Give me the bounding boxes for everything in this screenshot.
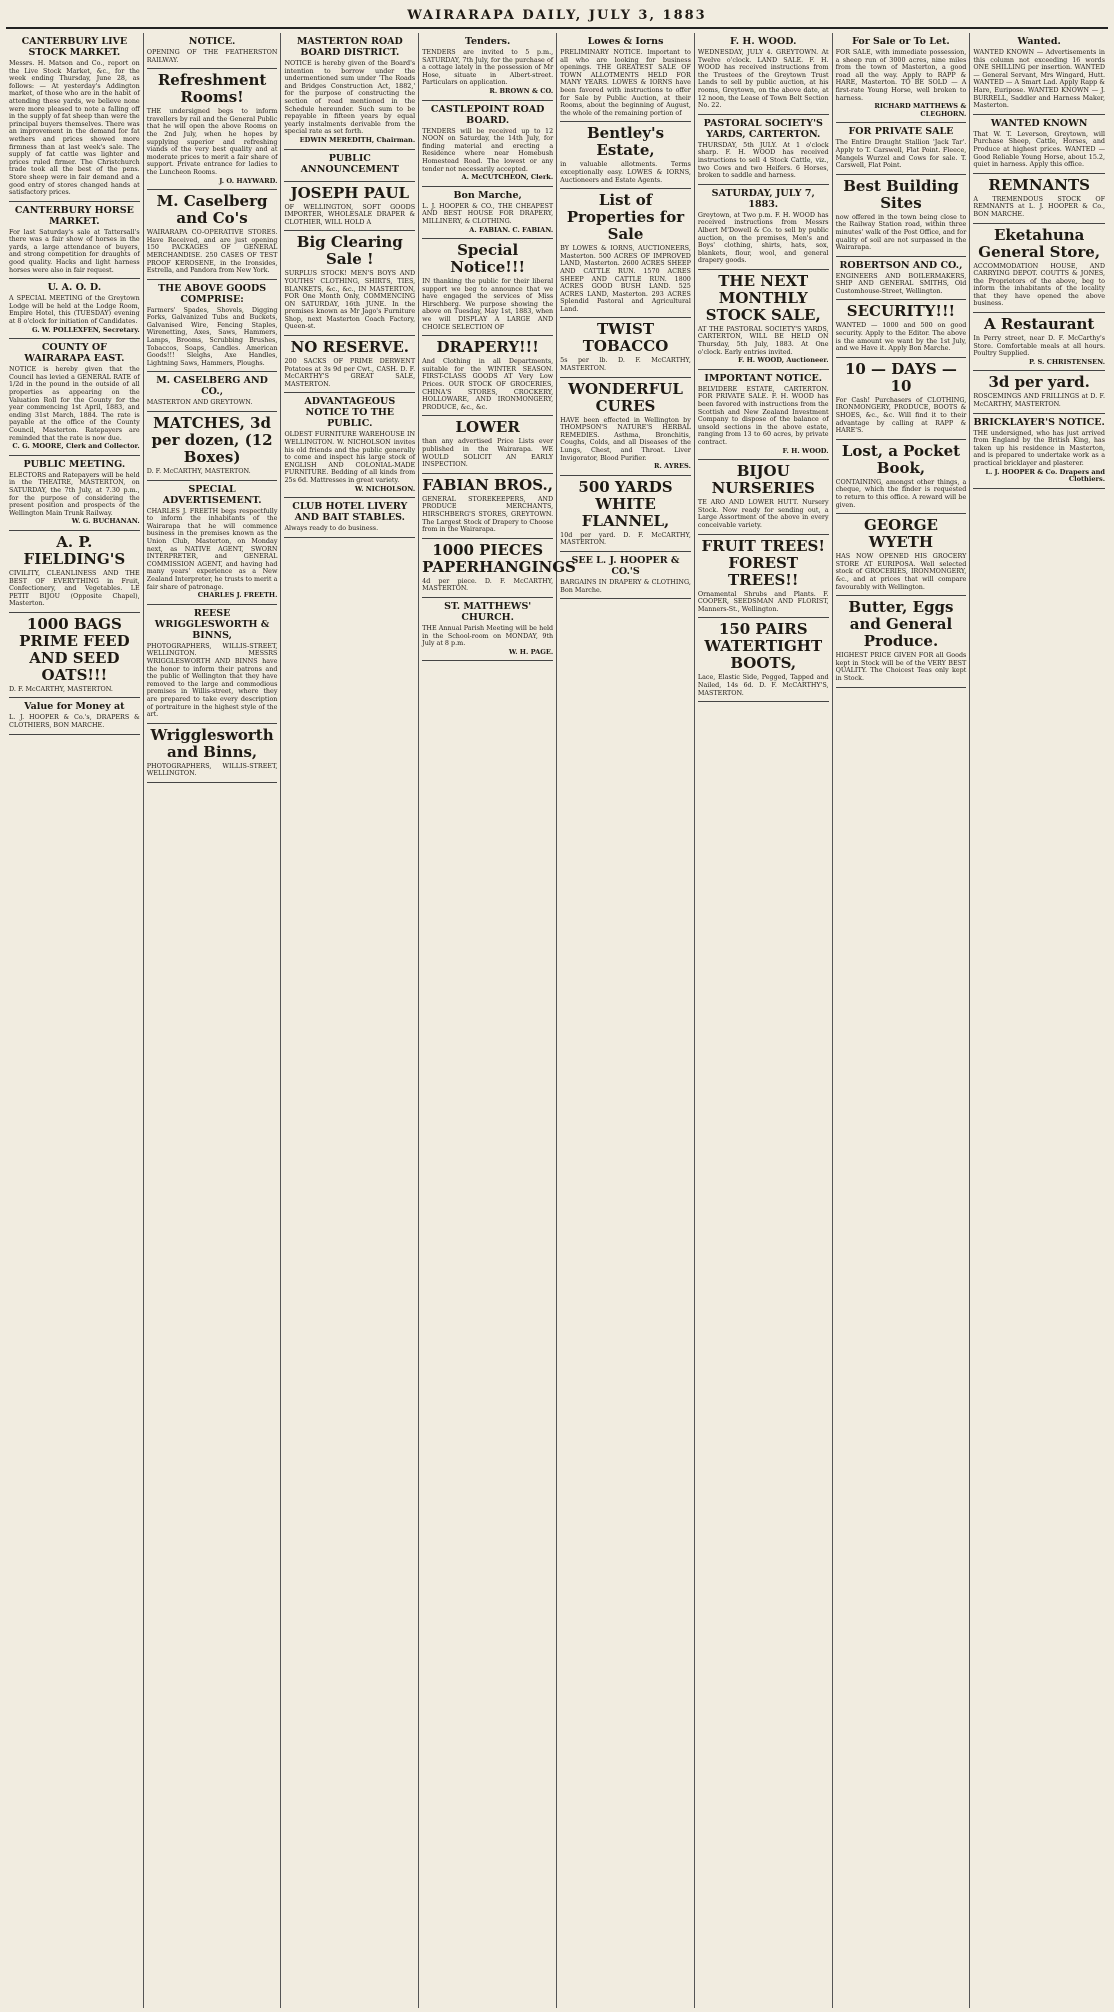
- advertisement: [560, 378, 691, 476]
- ad-headline: SECURITY!!!: [846, 302, 956, 321]
- advertisement: [284, 33, 415, 150]
- ad-headline: 150 PAIRS WATERTIGHT BOOTS,: [704, 620, 823, 673]
- advertisement: [147, 724, 278, 783]
- ad-body-text: Always ready to do business.: [284, 524, 379, 533]
- advertisement: [973, 174, 1105, 224]
- ad-body-text: D. F. McCARTHY, MASTERTON.: [9, 684, 113, 693]
- ad-body-text: WEDNESDAY, JULY 4. GREYTOWN. At Twelve o'clock. LAND SALE. F. H. WOOD has received instructions from the Trustees of the Greytown Trust Lands to sell by public auction, at his rooms, Greytown, on the above date, at 12 noon, the Lease of Town Belt Section No. 22.: [697, 48, 829, 110]
- ad-headline: ROBERTSON AND CO.,: [839, 259, 963, 271]
- ad-headline: CANTERBURY LIVE STOCK MARKET.: [21, 36, 128, 58]
- ad-headline: PASTORAL SOCIETY'S YARDS, CARTERTON.: [703, 117, 823, 140]
- ad-body-text: NOTICE is hereby given that the Council has levied a GENERAL RATE of 1/2d in the pound in the outside of all properties as appearing on the Valuation Roll for the County for the year commencing 1st April, 1883, and ending 31st March, 1884. The rate is payable at the office of the County Council, Masterton. Ratepayers are reminded that the rate is now due.: [9, 365, 140, 442]
- ad-headline: DRAPERY!!!: [436, 338, 539, 357]
- ad-headline: FABIAN BROS.,: [422, 475, 553, 494]
- advertisement: [284, 498, 415, 538]
- ad-body-text: OLDEST FURNITURE WAREHOUSE IN WELLINGTON. W. NICHOLSON invites his old friends and the public generally to come and inspect his large stock of ENGLISH AND COLONIAL-MADE FURNITURE. Bedding of all kinds from 25s 6d. Mattresses in great variety.: [284, 430, 416, 484]
- ad-signature: W. NICHOLSON.: [354, 484, 416, 493]
- advertisement: [147, 33, 278, 69]
- advertisement: [973, 224, 1105, 314]
- ad-body-text: THE undersigned, who has just arrived from England by the British King, has taken up his residence in Masterton, and is prepared to undertake work as a practical bricklayer and plasterer.: [973, 428, 1106, 467]
- ad-headline: 10 — DAYS — 10: [844, 359, 957, 395]
- column-6: [695, 33, 833, 2008]
- advertisement: [973, 414, 1105, 489]
- advertisement: [836, 596, 967, 687]
- ad-body-text: TE ARO AND LOWER HUTT. Nursery Stock. Now ready for sending out, a Large Assortment of the above in every conceivable variety.: [697, 498, 829, 529]
- advertisement: [560, 318, 691, 377]
- ad-body-text: PHOTOGRAPHERS, WILLIS-STREET, WELLINGTON. MESSRS WRIGGLESWORTH AND BINNS have the honor to inform their patrons and the public of Wellington that they have removed to the large and commodious premises in Willis-street, where they are prepared to take every description of portraiture in the highest style of the art.: [146, 641, 278, 719]
- advertisement: [560, 122, 691, 189]
- advertisement: [147, 605, 278, 724]
- ad-body-text: 5s per lb. D. F. McCARTHY, MASTERTON.: [560, 356, 691, 373]
- ad-headline: FOR PRIVATE SALE: [848, 126, 954, 138]
- ad-headline: THE ABOVE GOODS COMPRISE:: [158, 282, 267, 305]
- ad-headline: SPECIAL ADVERTISEMENT.: [162, 483, 262, 506]
- advertisement: [560, 189, 691, 318]
- ad-headline: ST. MATTHEWS' CHURCH.: [444, 600, 532, 623]
- advertisement: [836, 257, 967, 301]
- ad-signature: L. J. HOOPER & Co. Drapers and Clothiers.: [985, 467, 1106, 484]
- ad-signature: F. H. WOOD.: [782, 446, 829, 455]
- ad-headline: Wanted.: [1017, 36, 1061, 47]
- ad-body-text: BARGAINS IN DRAPERY & CLOTHING, Bon Marche.: [560, 578, 691, 594]
- advertisement: [973, 313, 1105, 371]
- ad-headline: CLUB HOTEL LIVERY AND BAIT STABLES.: [292, 501, 408, 524]
- ad-headline: A. P. FIELDING'S: [23, 532, 126, 568]
- advertisement: [973, 33, 1105, 115]
- ad-headline: ADVANTAGEOUS NOTICE TO THE PUBLIC.: [304, 396, 396, 430]
- ad-headline: Lost, a Pocket Book,: [841, 441, 961, 477]
- column-7: [833, 33, 971, 2008]
- ad-body-text: WAIRARAPA CO-OPERATIVE STORES. Have Received, and are just opening 150 PACKAGES OF GENERAL MERCHANDISE. 250 CASES OF TEST PROOF KEROSENE, in the Ironsides, Estrella, and Pandora from New York.: [146, 228, 278, 275]
- ad-body-text: CHARLES J. FREETH begs respectfully to inform the inhabitants of the Wairarapa that he will commence business in the premises known as the Union Club, Masterton, on Monday next, as NATIVE AGENT, SWORN INTERPRETER, and GENERAL COMMISSION AGENT, and having had many years' experience as a New Zealand Interpreter, he trusts to merit a fair share of patronage.: [146, 506, 278, 591]
- advertisement: [147, 280, 278, 373]
- ad-body-text: ENGINEERS AND BOILERMAKERS, SHIP AND GENERAL SMITHS, Old Customhouse-Street, Wellington.: [835, 271, 967, 295]
- ad-headline: CANTERBURY HORSE MARKET.: [14, 204, 134, 227]
- ad-body-text: THURSDAY, 5th JULY. At 1 o'clock sharp. F. H. WOOD has received instructions to sell 4 Stock Cattle, viz., two Cows and two Heifers. 6 Horses, broken to saddle and harness.: [697, 140, 829, 180]
- advertisement: [284, 182, 415, 232]
- advertisement: [9, 33, 140, 202]
- ad-body-text: TENDERS will be received up to 12 NOON on Saturday, the 14th July, for finding material and erecting a Residence where near Homebush Homestead Road. The lowest or any tender not necessarily accepted.: [422, 126, 554, 173]
- column-3: [281, 33, 419, 2008]
- advertisement: [836, 300, 967, 357]
- advertisement: [973, 371, 1105, 413]
- ad-headline: REMNANTS: [988, 175, 1090, 194]
- ad-body-text: SURPLUS STOCK! MEN'S BOYS AND YOUTHS' CLOTHING, SHIRTS, TIES, BLANKETS, &c., &c., IN MASTERTON, FOR One Month Only, COMMENCING ON SATURDAY, 16th JUNE. In the premises known as Mr Jago's Furniture Shop, next Masterton Coach Factory, Queen-st.: [284, 269, 416, 331]
- ad-headline: SEE L. J. HOOPER & CO.'S: [571, 555, 680, 577]
- ad-headline: CASTLEPOINT ROAD BOARD.: [430, 103, 545, 126]
- ad-body-text: ELECTORS and Ratepayers will be held in the THEATRE, MASTERTON, on SATURDAY, the 7th July, at 7.30 p.m., for the purpose of considering the present position and prospects of the Wellington Main Trunk Railway.: [9, 470, 140, 517]
- ad-headline: TWIST TOBACCO: [582, 320, 669, 356]
- advertisement: [147, 372, 278, 412]
- ad-body-text: D. F. McCARTHY, MASTERTON.: [146, 467, 251, 476]
- ad-headline: NOTICE.: [188, 36, 236, 47]
- advertisement: [973, 115, 1105, 174]
- ad-body-text: CIVILITY, CLEANLINESS AND THE BEST OF EVERYTHING in Fruit, Confectionery, and Vegetables. LE PETIT BIJOU (Opposite Chapel), Masterton.: [9, 568, 140, 608]
- advertisement: [698, 535, 829, 619]
- advertisement: [698, 460, 829, 534]
- ad-signature: RICHARD MATTHEWS & CLEGHORN.: [874, 102, 967, 118]
- ad-headline: FRUIT TREES! FOREST TREES!!: [701, 536, 825, 589]
- ad-body-text: THE undersigned begs to inform travellers by rail and the General Public that he will open the above Rooms on the 2nd July, when he hopes by supplying superior and refreshing viands of the very best quality and at moderate prices to merit a fair share of support. Private entrance for ladies to the Luncheon Rooms.: [146, 107, 278, 176]
- advertisement: [560, 33, 691, 122]
- advertisement: [9, 613, 140, 699]
- ad-signature: P. S. CHRISTENSEN.: [1029, 357, 1106, 366]
- ad-headline: PUBLIC ANNOUNCEMENT: [300, 152, 399, 175]
- ad-headline: MASTERTON ROAD BOARD DISTRICT.: [296, 36, 403, 58]
- ad-headline: Bon Marche,: [453, 189, 522, 201]
- ad-body-text: GENERAL STOREKEEPERS, AND PRODUCE MERCHANTS, HIRSCHBERG'S STORES, GREYTOWN. The Largest Stock of Drapery to Choose from in the Wairarapa.: [422, 494, 554, 534]
- ad-signature: F. H. WOOD, Auctioneer.: [737, 356, 829, 365]
- ad-headline: Tenders.: [465, 36, 511, 47]
- ad-body-text: The Entire Draught Stallion 'Jack Tar'. Apply to T. Carswell, Flat Point. Fleece, Mangels Wurzel and Cows for sale. T. Carswell, Flat Point.: [835, 138, 967, 170]
- ad-signature: EDWIN MEREDITH, Chairman.: [299, 135, 416, 144]
- ad-body-text: Ornamental Shrubs and Plants. F. COOPER, SEEDSMAN AND FLORIST, Manners-St., Wellington.: [697, 589, 829, 613]
- ad-body-text: A SPECIAL MEETING of the Greytown Lodge will be held at the Lodge Room, Empire Hotel, this (TUESDAY) evening at 8 o'clock for initiation of Candidates.: [9, 294, 140, 326]
- advertisement: [9, 339, 140, 456]
- ad-headline: PUBLIC MEETING.: [23, 458, 126, 470]
- ad-headline: 500 YARDS WHITE FLANNEL,: [578, 477, 673, 530]
- advertisement: [698, 115, 829, 185]
- ad-body-text: And Clothing in all Departments, suitable for the WINTER SEASON. FIRST-CLASS GOODS AT Very Low Prices. OUR STOCK OF GROCERIES, CHINA'S STORES, CROCKERY, HOLLOWARE, AND IRONMONGERY, PRODUCE, &c., &c.: [422, 357, 554, 411]
- ad-body-text: L. J. HOOPER & Co.'s, DRAPERS & CLOTHIERS, BON MARCHE.: [9, 713, 140, 730]
- advertisement: [698, 270, 829, 370]
- advertisement: [9, 531, 140, 613]
- ad-headline: Special Notice!!!: [450, 241, 526, 277]
- ad-body-text: A TREMENDOUS STOCK OF REMNANTS at L. J. HOOPER & Co., BON MARCHE.: [973, 194, 1106, 218]
- advertisement: [422, 101, 553, 187]
- advertisement: [698, 185, 829, 270]
- ad-body-text: AT THE PASTORAL SOCIETY'S YARDS, CARTERTON, WILL BE HELD ON Thursday, 5th July, 1883. At One o'clock. Early entries invited.: [697, 324, 829, 356]
- ad-headline: Big Clearing Sale !: [296, 233, 403, 269]
- ad-body-text: CONTAINING, amongst other things, a cheque, which the finder is requested to return to this office. A reward will be given.: [835, 477, 967, 509]
- ad-body-text: 4d per piece. D. F. McCARTHY, MASTERTON.: [422, 576, 554, 593]
- ad-headline: 1000 PIECES PAPERHANGINGS: [422, 540, 576, 576]
- ad-headline: A Restaurant: [984, 315, 1095, 334]
- ad-signature: J. O. HAYWARD.: [219, 176, 278, 185]
- ad-headline: NO RESERVE.: [290, 338, 409, 357]
- ad-headline: MATCHES, 3d per dozen, (12 Boxes): [151, 414, 273, 467]
- ad-headline: IMPORTANT NOTICE.: [704, 372, 823, 384]
- ad-body-text: BELVIDERE ESTATE, CARTERTON. FOR PRIVATE SALE. F. H. WOOD has been favored with instructions from the Scottish and New Zealand Investment Company to dispose of the balance of unsold sections in the above estate, ranging from 13 to 60 acres, by private contract.: [697, 384, 829, 446]
- ad-body-text: In Perry street, near D. F. McCarthy's Store. Comfortable meals at all hours. Poultry Supplied.: [973, 334, 1106, 358]
- ad-headline: 3d per yard.: [988, 373, 1090, 392]
- ad-headline: SATURDAY, JULY 7, 1883.: [711, 187, 815, 210]
- advertisement: [836, 440, 967, 514]
- ad-body-text: Messrs. H. Matson and Co., report on the Live Stock Market, &c., for the week ending Thursday, June 28, as follows: — At yesterday's Addington market, of those who are in the habit of attending these yards, we believe none were more pleased to note a falling off in the supply of fat sheep than were the principal buyers themselves. There was an improvement in the demand for fat wethers and prices showed more firmness than at last week's sale. The supply of fat cattle was lighter and prices ruled firmer. The Christchurch trade took all the best of the pens. Store sheep were in fair demand and a good entry of stores changed hands at satisfactory prices.: [9, 59, 140, 197]
- ad-headline: LOWER: [455, 418, 520, 437]
- advertisement: [9, 698, 140, 734]
- advertisement: [422, 474, 553, 539]
- advertisement: [698, 618, 829, 702]
- ad-body-text: L. J. HOOPER & CO., THE CHEAPEST AND BEST HOUSE FOR DRAPERY, MILLINERY, & CLOTHING.: [422, 201, 554, 225]
- advertisement: [422, 239, 553, 336]
- ad-body-text: THE Annual Parish Meeting will be held in the School-room on MONDAY, 9th July at 8 p.m.: [422, 623, 554, 648]
- ad-headline: Value for Money at: [24, 701, 125, 713]
- advertisement: [147, 190, 278, 280]
- advertisement: [422, 187, 553, 239]
- ad-body-text: FOR SALE, with immediate possession, a sheep run of 3000 acres, nine miles from the town of Masterton, a good road all the way. Apply to RAPP & HARE, Masterton. TO BE SOLD — A first-rate Young Horse, well broken to harness.: [835, 48, 967, 102]
- column-2: [144, 33, 282, 2008]
- ad-headline: Best Building Sites: [843, 176, 959, 212]
- ad-signature: G. W. POLLEXFEN, Secretary.: [31, 325, 140, 334]
- ad-body-text: BY LOWES & IORNS, AUCTIONEERS, Masterton. 500 ACRES OF IMPROVED LAND, Masterton. 2600 ACRES SHEEP AND CATTLE RUN. 1570 ACRES SHEEP AND CATTLE RUN. 1800 ACRES GOOD BUSH LAND. 525 ACRES LAND, Masterton. 293 ACRES Splendid Pastoral and Agricultural Land.: [560, 244, 691, 313]
- column-8: [970, 33, 1108, 2008]
- ad-headline: GEORGE WYETH: [863, 516, 938, 552]
- advertisement: [9, 279, 140, 339]
- ad-headline: COUNTY OF WAIRARAPA EAST.: [24, 342, 125, 365]
- advertisement: [836, 358, 967, 440]
- ad-headline: List of Properties for Sale: [566, 191, 685, 244]
- advertisement: [698, 370, 829, 460]
- ad-body-text: Farmers' Spades, Shovels, Digging Forks, Galvanized Tubs and Buckets, Galvanised Wire, Fencing Staples, Wirenetting, Axes, Saws, Hammers, Lamps, Brooms, Scrubbing Brushes, Tobaccos, Soaps, Candles. American Goods!!! Sleighs, Axe Handles, Lightning Saws, Hammers, Ploughs.: [146, 305, 278, 367]
- advertisement: [284, 393, 415, 498]
- ad-body-text: in valuable allotments. Terms exceptionally easy. LOWES & IORNS, Auctioneers and Estate Agents.: [560, 160, 691, 184]
- ad-body-text: ROSCEMINGS AND FRILLINGS at D. F. McCARTHY, MASTERTON.: [973, 392, 1106, 409]
- ad-headline: For Sale or To Let.: [852, 36, 950, 47]
- advertisement: [284, 336, 415, 393]
- advertisement: [9, 456, 140, 531]
- ad-headline: 1000 BAGS PRIME FEED AND SEED OATS!!!: [19, 614, 130, 684]
- ad-body-text: HIGHEST PRICE GIVEN FOR all Goods kept in Stock will be of the VERY BEST QUALITY. The Choicest Teas only kept in Stock.: [835, 651, 967, 682]
- advertisement: [698, 33, 829, 115]
- ad-body-text: HAVE been effected in Wellington by THOMPSON'S NATURE'S HERBAL REMEDIES. Asthma, Bronchitis, Coughs, Colds, and all Diseases of the Lungs, Chest, and Throat. Liver Invigorator, Blood Purifier.: [560, 415, 691, 462]
- advertisement: [560, 476, 691, 552]
- advertisement: [836, 514, 967, 596]
- advertisement: [836, 175, 967, 257]
- ad-body-text: WANTED — 1000 and 500 on good security. Apply to the Editor. The above is the amount we want by the 1st July, and we Have it. Apply Bon Marche.: [835, 321, 967, 353]
- column-4: [419, 33, 576, 2008]
- advertisement: [284, 150, 415, 182]
- advertisement: [284, 231, 415, 336]
- ad-headline: WANTED KNOWN: [990, 117, 1088, 129]
- ad-signature: C. G. MOORE, Clerk and Collector.: [12, 442, 140, 451]
- advertisement: [422, 336, 553, 416]
- ad-body-text: HAS NOW OPENED HIS GROCERY STORE AT EURIPOSA. Well selected stock of GROCERIES, IRONMONGERY, &c., and at prices that will compare favourably with Wellington.: [835, 552, 967, 591]
- advertisement: [422, 416, 553, 473]
- ad-headline: THE NEXT MONTHLY STOCK SALE,: [705, 271, 821, 324]
- advertisement-columns: [6, 33, 1108, 2008]
- ad-signature: R. AYRES.: [653, 462, 691, 471]
- ad-signature: W. H. PAGE.: [508, 647, 554, 656]
- advertisement: [836, 33, 967, 123]
- ad-body-text: WANTED KNOWN — Advertisements in this column not exceeding 16 words ONE SHILLING per insertion. WANTED — General Servant, Mrs Wingard, Hutt. WANTED — A Smart Lad. Apply Rapp & Hare, Euripose. WANTED KNOWN — J. BURRELL, Saddler and Harness Maker, Masterton.: [973, 48, 1106, 110]
- ad-headline: M. Caselberg and Co's: [156, 192, 268, 228]
- ad-headline: Refreshment Rooms!: [157, 71, 267, 107]
- advertisement: [422, 539, 576, 598]
- ad-headline: JOSEPH PAUL: [290, 183, 410, 202]
- advertisement: [147, 412, 278, 481]
- ad-headline: Eketahuna General Store,: [978, 225, 1101, 261]
- ad-body-text: PRELIMINARY NOTICE. Important to all who are looking for business openings. THE GREATEST SALE OF TOWN ALLOTMENTS HELD FOR MANY YEARS. LOWES & IORNS have been favored with instructions to offer for Sale by Public Auction, at their Rooms, about the beginning of August, the whole of the remaining portion of: [560, 48, 691, 117]
- ad-headline: Wrigglesworth and Binns,: [150, 725, 274, 761]
- ad-body-text: TENDERS are invited to 5 p.m., SATURDAY, 7th July, for the purchase of a cottage lately in the possession of Mr Hose, situate in Albert-street. Particulars on application.: [422, 48, 554, 87]
- ad-body-text: ACCOMMODATION HOUSE, AND CARRYING DEPOT. COUTTS & JONES, the Proprietors of the above, beg to inform the inhabitants of the locality that they have opened the above business.: [973, 261, 1106, 308]
- ad-headline: U. A. O. D.: [47, 282, 102, 294]
- ad-signature: R. BROWN & CO.: [489, 86, 554, 95]
- ad-body-text: 200 SACKS OF PRIME DERWENT Potatoes at 3s 9d per Cwt., CASH. D. F. McCARTHY'S GREAT SALE, MASTERTON.: [284, 357, 416, 388]
- ad-headline: M. CASELBERG AND CO.,: [156, 375, 268, 398]
- advertisement: [147, 69, 278, 190]
- advertisement: [422, 598, 553, 661]
- ad-headline: REESE WRIGGLESWORTH & BINNS,: [154, 607, 270, 641]
- ad-signature: A. FABIAN. C. FABIAN.: [469, 225, 554, 234]
- column-1: [6, 33, 144, 2008]
- ad-body-text: PHOTOGRAPHERS, WILLIS-STREET, WELLINGTON.: [146, 761, 278, 778]
- ad-headline: BIJOU NURSERIES: [711, 462, 815, 498]
- ad-body-text: For Cash! Purchasers of CLOTHING, IRONMONGERY, PRODUCE, BOOTS & SHOES, &c., &c. Will find it to their advantage by calling at RAPP & HARE'S.: [835, 395, 967, 435]
- column-5: [557, 33, 695, 2008]
- ad-body-text: MASTERTON AND GREYTOWN.: [146, 398, 253, 407]
- ad-signature: A. McCUTCHEON, Clerk.: [461, 173, 554, 182]
- ad-body-text: OF WELLINGTON, SOFT GOODS IMPORTER, WHOLESALE DRAPER & CLOTHIER, WILL HOLD A: [284, 202, 416, 226]
- ad-body-text: Greytown, at Two p.m. F. H. WOOD has received instructions from Messrs Albert M'Dowell & Co. to sell by public auction, on the premises, Men's and Boys' clothing, shirts, hats, sox, blankets, flour, wool, and general drapery goods.: [697, 210, 829, 265]
- ad-body-text: NOTICE is hereby given of the Board's intention to borrow under the undermentioned sum under 'The Roads and Bridges Construction Act, 1882,' for the purpose of constructing the section of road mentioned in the Schedule hereunder. Such sum to be repayable in fifteen years by equal yearly instalments derivable from the special rate as set forth.: [284, 59, 416, 136]
- advertisement: [9, 202, 140, 280]
- advertisement: [560, 552, 691, 599]
- newspaper-masthead: WAIRARAPA DAILY, JULY 3, 1883: [6, 8, 1108, 29]
- ad-signature: CHARLES J. FREETH.: [197, 591, 278, 600]
- ad-headline: BRICKLAYER'S NOTICE.: [973, 416, 1105, 428]
- ad-headline: Lowes & Iorns: [587, 36, 664, 47]
- ad-body-text: OPENING OF THE FEATHERSTON RAILWAY.: [146, 48, 278, 64]
- ad-body-text: 10d per yard. D. F. McCARTHY, MASTERTON.: [560, 530, 691, 547]
- ad-headline: Bentley's Estate,: [586, 124, 665, 160]
- ad-headline: Butter, Eggs and General Produce.: [848, 598, 954, 651]
- ad-signature: W. G. BUCHANAN.: [71, 517, 140, 526]
- ad-headline: F. H. WOOD.: [730, 36, 797, 47]
- ad-body-text: That W. T. Leverson, Greytown, will Purchase Sheep, Cattle, Horses, and Produce at highest prices. WANTED — Good Reliable Young Horse, about 15.2, quiet in harness. Apply this office.: [973, 129, 1106, 169]
- ad-body-text: Lace, Elastic Side, Pegged, Tapped and Nailed, 14s 6d. D. F. McCARTHY'S, MASTERTON.: [697, 673, 829, 697]
- ad-body-text: now offered in the town being close to the Railway Station road, within three minutes' walk of the Post Office, and for quality of soil are not surpassed in the Wairarapa.: [835, 212, 967, 252]
- ad-body-text: For last Saturday's sale at Tattersall's there was a fair show of horses in the yards, a large attendance of buyers, and strong competition for draughts of good quality. Hacks and light harness horses were also in fair request.: [9, 227, 140, 274]
- ad-headline: WONDERFUL CURES: [568, 379, 683, 415]
- advertisement: [147, 481, 278, 605]
- advertisement: [836, 123, 967, 174]
- advertisement: [422, 33, 553, 101]
- ad-body-text: IN thanking the public for their liberal support we beg to announce that we have engaged the services of Miss Hirschberg. We purpose showing the above on Tuesday, May 1st, 1883, when we will DISPLAY A LARGE AND CHOICE SELECTION OF: [422, 277, 554, 331]
- ad-body-text: than any advertised Price Lists ever published in the Wairarapa. WE WOULD SOLICIT AN EARLY INSPECTION.: [422, 437, 554, 469]
